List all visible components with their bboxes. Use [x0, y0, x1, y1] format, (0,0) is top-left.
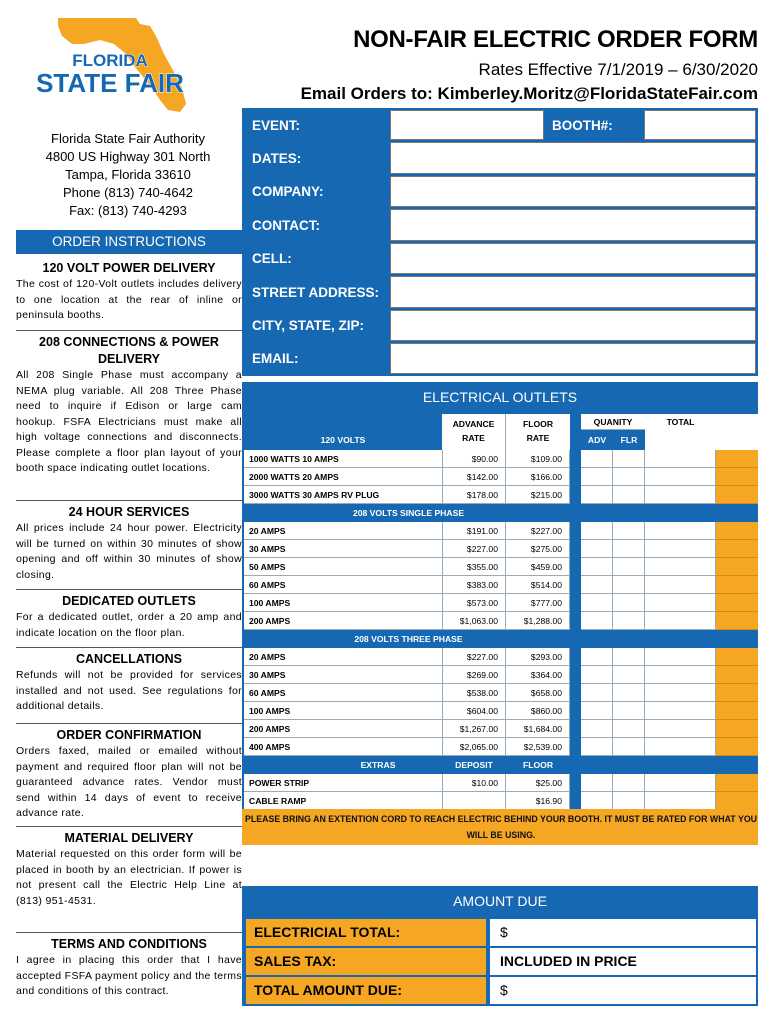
outlet-name: 60 AMPS: [244, 684, 442, 702]
total-input[interactable]: [645, 720, 716, 738]
table-row: [244, 774, 758, 792]
address-phone: Phone (813) 740-4642: [62, 185, 194, 200]
email-label: EMAIL:: [244, 343, 390, 374]
row-spacer: [716, 738, 758, 756]
quantity-flr-input[interactable]: [613, 450, 645, 468]
booth-field[interactable]: [644, 110, 756, 140]
outlet-name: POWER STRIP: [244, 774, 442, 792]
section-body: I agree in placing this order that I have accepted FSFA payment policy and the terms and conditions of this contract.: [16, 954, 242, 997]
table-row: [244, 666, 758, 684]
company-label: COMPANY:: [244, 176, 390, 207]
quantity-flr-input[interactable]: [613, 738, 645, 756]
outlet-name: 400 AMPS: [244, 738, 442, 756]
section-order-confirmation: [16, 723, 242, 822]
outlet-name: 20 AMPS: [244, 522, 442, 540]
advance-rate-cell: $2,065.00: [442, 738, 506, 756]
floor-rate-cell: $658.00: [506, 684, 570, 702]
city-label: CITY, STATE, ZIP:: [244, 310, 390, 341]
address-fax: Fax: (813) 740-4293: [69, 203, 187, 218]
quantity-flr-input[interactable]: [613, 576, 645, 594]
advance-rate-cell: $227.00: [442, 540, 506, 558]
table-row: [244, 738, 758, 756]
advance-rate-cell: $269.00: [442, 666, 506, 684]
section-body: For a dedicated outlet, order a 20 amp and indicate location on the floor plan.: [16, 611, 242, 639]
extras-header: EXTRAS: [360, 760, 396, 770]
advance-rate-cell: $1,063.00: [442, 612, 506, 630]
floor-rate-cell: $275.00: [506, 540, 570, 558]
row-spacer: [716, 666, 758, 684]
advance-rate-cell: $10.00: [442, 774, 506, 792]
electrical-total-value[interactable]: $: [490, 919, 756, 946]
total-input[interactable]: [645, 738, 716, 756]
amount-due-header: AMOUNT DUE: [242, 886, 758, 916]
quantity-flr-input[interactable]: [613, 522, 645, 540]
outlet-name: 200 AMPS: [244, 612, 442, 630]
quantity-flr-input[interactable]: [613, 702, 645, 720]
quantity-flr-input[interactable]: [613, 648, 645, 666]
section-body: All prices include 24 hour power. Electricity will be turned on within 30 minutes of show opening and off within 30 minutes of show closing.: [16, 522, 242, 581]
dates-label: DATES:: [244, 142, 390, 174]
section-dedicated-outlets: [16, 589, 242, 641]
rates-effective: Rates Effective 7/1/2019 – 6/30/2020: [478, 60, 758, 79]
section-24-hour: [16, 500, 242, 583]
row-spacer: [716, 594, 758, 612]
quantity-flr-input[interactable]: [613, 720, 645, 738]
floor-rate-cell: $109.00: [506, 450, 570, 468]
total-input[interactable]: [645, 576, 716, 594]
section-body: Material requested on this order form will be placed in booth by an electrician. If power is not present call the Electric Help Line at (813) 951-4531.: [16, 848, 242, 907]
deposit-header: DEPOSIT: [455, 760, 493, 770]
cell-field[interactable]: [390, 243, 756, 274]
outlet-name: 3000 WATTS 30 AMPS RV PLUG: [244, 486, 442, 504]
address-line2: 4800 US Highway 301 North: [45, 149, 211, 164]
section-120-volt: [16, 260, 242, 324]
quantity-adv-input[interactable]: [581, 648, 613, 666]
total-input[interactable]: [645, 702, 716, 720]
floor-rate-cell: $293.00: [506, 648, 570, 666]
quantity-adv-input[interactable]: [581, 558, 613, 576]
section-heading: 120 VOLT POWER DELIVERY: [42, 261, 216, 275]
quantity-adv-input[interactable]: [581, 702, 613, 720]
outlet-name: 20 AMPS: [244, 648, 442, 666]
quantity-adv-input[interactable]: [581, 774, 613, 792]
electrical-total-label: ELECTRICIAL TOTAL:: [246, 919, 486, 946]
table-row: [244, 576, 758, 594]
row-spacer: [716, 486, 758, 504]
outlet-name: 2000 WATTS 20 AMPS: [244, 468, 442, 486]
floor-rate-cell: $860.00: [506, 702, 570, 720]
section-heading: TERMS AND CONDITIONS: [51, 937, 207, 951]
logo-line1: FLORIDA: [72, 51, 148, 70]
quantity-flr-input[interactable]: [613, 666, 645, 684]
city-field[interactable]: [390, 310, 756, 341]
quantity-adv-input[interactable]: [581, 594, 613, 612]
quantity-adv-header: ADV: [581, 431, 613, 450]
electrical-outlets-header: ELECTRICAL OUTLETS: [242, 382, 758, 412]
floor-rate-cell: $364.00: [506, 666, 570, 684]
total-input[interactable]: [645, 666, 716, 684]
quantity-adv-input[interactable]: [581, 522, 613, 540]
form-title: NON-FAIR ELECTRIC ORDER FORM: [353, 26, 758, 53]
section-body: The cost of 120-Volt outlets includes delivery to one location at the rear of inline or peninsula booths.: [16, 278, 242, 321]
table-row: [244, 486, 758, 504]
section-heading: 208 CONNECTIONS & POWER DELIVERY: [39, 335, 219, 366]
table-row: [244, 684, 758, 702]
advance-rate-cell: $191.00: [442, 522, 506, 540]
quantity-adv-input[interactable]: [581, 468, 613, 486]
section-terms: [16, 932, 242, 1000]
quantity-adv-input[interactable]: [581, 684, 613, 702]
outlet-name: 100 AMPS: [244, 702, 442, 720]
total-input[interactable]: [645, 450, 716, 468]
authority-address: [14, 130, 242, 220]
total-input[interactable]: [645, 540, 716, 558]
floor-rate-cell: $2,539.00: [506, 738, 570, 756]
quantity-adv-input[interactable]: [581, 450, 613, 468]
quantity-flr-input[interactable]: [613, 774, 645, 792]
contact-field[interactable]: [390, 209, 756, 241]
outlet-name: 1000 WATTS 10 AMPS: [244, 450, 442, 468]
row-spacer: [716, 522, 758, 540]
event-field[interactable]: [390, 110, 544, 140]
total-input[interactable]: [645, 648, 716, 666]
advance-rate-cell: $573.00: [442, 594, 506, 612]
outlet-name: 30 AMPS: [244, 666, 442, 684]
row-spacer: [716, 774, 758, 792]
advance-rate-cell: $178.00: [442, 486, 506, 504]
quantity-header: QUANITY: [581, 414, 645, 430]
quantity-flr-input[interactable]: [613, 486, 645, 504]
dates-field[interactable]: [390, 142, 756, 174]
row-spacer: [716, 792, 758, 810]
sales-tax-label: SALES TAX:: [246, 948, 486, 975]
table-row: [244, 720, 758, 738]
section-body: Refunds will not be provided for services installed and not used. See regulations for additional details.: [16, 669, 242, 712]
quantity-flr-input[interactable]: [613, 684, 645, 702]
florida-state-fair-logo: [28, 14, 208, 114]
quantity-adv-input[interactable]: [581, 486, 613, 504]
email-field[interactable]: [390, 343, 756, 374]
table-row: [244, 540, 758, 558]
quantity-flr-input[interactable]: [613, 792, 645, 810]
advance-rate-cell: $355.00: [442, 558, 506, 576]
outlet-name: 50 AMPS: [244, 558, 442, 576]
section-heading: DEDICATED OUTLETS: [62, 594, 196, 608]
extension-cord-note: PLEASE BRING AN EXTENTION CORD TO REACH ELECTRIC BEHIND YOUR BOOTH. IT MUST BE RATED FOR WHAT YOU WILL BE USING.: [244, 814, 758, 840]
advance-rate-cell: $1,267.00: [442, 720, 506, 738]
total-input[interactable]: [645, 774, 716, 792]
total-header-spacer: [716, 414, 758, 450]
floor-rate-cell: $459.00: [506, 558, 570, 576]
quantity-flr-input[interactable]: [613, 594, 645, 612]
floor-rate-cell: $227.00: [506, 522, 570, 540]
total-input[interactable]: [645, 522, 716, 540]
table-row: [244, 612, 758, 630]
table-row: [244, 522, 758, 540]
row-spacer: [716, 450, 758, 468]
advance-rate-cell: $90.00: [442, 450, 506, 468]
outlet-name: CABLE RAMP: [244, 792, 442, 810]
section-body: All 208 Single Phase must accompany a NEMA plug variable. All 208 Three Phase need to inquire if Edison or large cam hookup. FSFA Electricians must make all high voltage connections and disconnects. Please complete a floor plan layout of your booth space indicating outlet locations.: [16, 369, 242, 474]
total-input[interactable]: [645, 558, 716, 576]
table-row: [244, 558, 758, 576]
event-label: EVENT:: [244, 110, 390, 140]
company-field[interactable]: [390, 176, 756, 207]
floor-rate-cell: $215.00: [506, 486, 570, 504]
group-208-three: 208 VOLTS THREE PHASE: [244, 630, 573, 648]
advance-rate-header: ADVANCE RATE: [442, 414, 506, 450]
floor-rate-cell: $166.00: [506, 468, 570, 486]
quantity-flr-input[interactable]: [613, 558, 645, 576]
extras-floor-header: FLOOR: [522, 760, 554, 770]
table-row: [244, 702, 758, 720]
section-208: [16, 330, 242, 477]
table-row: [244, 468, 758, 486]
group-208-single: 208 VOLTS SINGLE PHASE: [244, 504, 573, 522]
advance-rate-cell: $604.00: [442, 702, 506, 720]
section-heading: ORDER CONFIRMATION: [56, 728, 202, 742]
advance-rate-cell: $538.00: [442, 684, 506, 702]
table-row: [244, 450, 758, 468]
total-amount-value[interactable]: $: [490, 977, 756, 1004]
street-label: STREET ADDRESS:: [244, 276, 390, 308]
quantity-adv-input[interactable]: [581, 576, 613, 594]
outlet-name: 30 AMPS: [244, 540, 442, 558]
address-line3: Tampa, Florida 33610: [65, 167, 191, 182]
street-field[interactable]: [390, 276, 756, 308]
advance-rate-cell: [442, 792, 506, 810]
row-spacer: [716, 612, 758, 630]
section-heading: MATERIAL DELIVERY: [64, 831, 194, 845]
total-header: TOTAL: [645, 414, 716, 450]
quantity-flr-input[interactable]: [613, 612, 645, 630]
total-input[interactable]: [645, 594, 716, 612]
total-input[interactable]: [645, 684, 716, 702]
table-row: [244, 594, 758, 612]
booth-label: BOOTH#:: [544, 110, 644, 140]
section-heading: 24 HOUR SERVICES: [68, 505, 190, 519]
section-heading: CANCELLATIONS: [75, 652, 182, 666]
quantity-adv-input[interactable]: [581, 720, 613, 738]
total-input[interactable]: [645, 486, 716, 504]
quantity-adv-input[interactable]: [581, 540, 613, 558]
row-spacer: [716, 468, 758, 486]
logo-line2: STATE FAIR: [36, 68, 184, 98]
floor-rate-cell: $16.90: [506, 792, 570, 810]
total-input[interactable]: [645, 612, 716, 630]
row-spacer: [716, 702, 758, 720]
floor-rate-header: FLOOR RATE: [506, 414, 570, 450]
section-body: Orders faxed, mailed or emailed without payment and required floor plan will not be guaranteed advance rates. Vendor must send within 14 days of event to receive advance rate.: [16, 745, 242, 819]
outlet-name: 100 AMPS: [244, 594, 442, 612]
total-input[interactable]: [645, 468, 716, 486]
table-row: [244, 648, 758, 666]
row-spacer: [716, 576, 758, 594]
total-input[interactable]: [645, 792, 716, 810]
quantity-flr-input[interactable]: [613, 540, 645, 558]
quantity-flr-header: FLR: [613, 431, 645, 450]
row-spacer: [716, 558, 758, 576]
quantity-flr-input[interactable]: [613, 468, 645, 486]
email-orders-line[interactable]: Email Orders to: Kimberley.Moritz@FloridaStateFair.com: [300, 84, 758, 103]
section-cancellations: [16, 647, 242, 715]
row-spacer: [716, 540, 758, 558]
quantity-adv-input[interactable]: [581, 792, 613, 810]
advance-rate-cell: $142.00: [442, 468, 506, 486]
advance-rate-cell: $383.00: [442, 576, 506, 594]
floor-rate-cell: $777.00: [506, 594, 570, 612]
row-spacer: [716, 684, 758, 702]
outlet-name: 60 AMPS: [244, 576, 442, 594]
advance-rate-cell: $227.00: [442, 648, 506, 666]
contact-label: CONTACT:: [244, 209, 390, 241]
floor-rate-cell: $514.00: [506, 576, 570, 594]
address-line1: Florida State Fair Authority: [51, 131, 205, 146]
floor-rate-cell: $1,288.00: [506, 612, 570, 630]
sales-tax-value: INCLUDED IN PRICE: [490, 948, 756, 975]
floor-rate-cell: $25.00: [506, 774, 570, 792]
table-row: [244, 792, 758, 810]
group-120-volts: 120 VOLTS: [320, 435, 366, 445]
row-spacer: [716, 720, 758, 738]
row-spacer: [716, 648, 758, 666]
quantity-adv-input[interactable]: [581, 666, 613, 684]
section-material-delivery: [16, 826, 242, 909]
outlet-name: 200 AMPS: [244, 720, 442, 738]
order-instructions-header: ORDER INSTRUCTIONS: [16, 230, 242, 254]
quantity-adv-input[interactable]: [581, 612, 613, 630]
cell-label: CELL:: [244, 243, 390, 274]
floor-rate-cell: $1,684.00: [506, 720, 570, 738]
total-amount-label: TOTAL AMOUNT DUE:: [246, 977, 486, 1004]
quantity-adv-input[interactable]: [581, 738, 613, 756]
